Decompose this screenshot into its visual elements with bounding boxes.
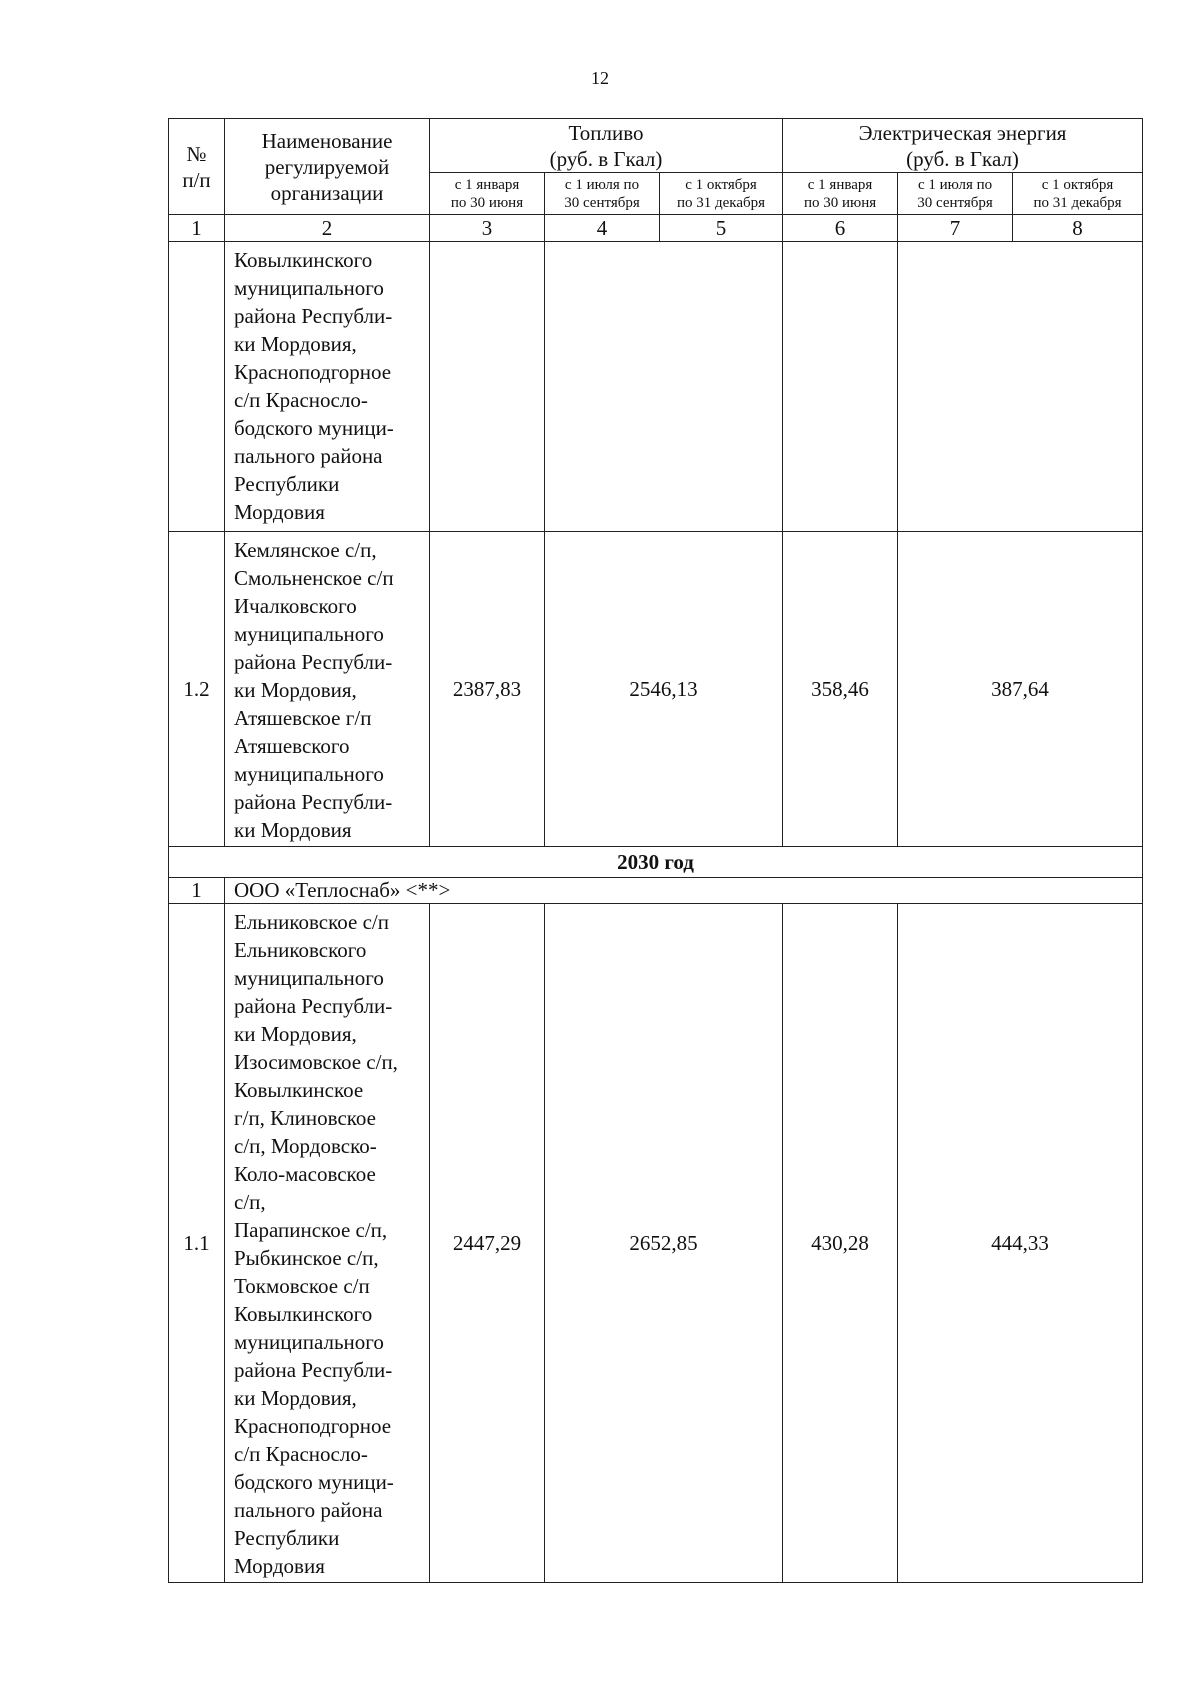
org-name: Ковылкинского муниципального района Республи- ки Мордовия, Краснoподгорное с/п Краснoсло- бодского муници- пального района Республики Мордовия [225,242,430,532]
header-col-no: № п/п [169,119,225,215]
org-title: ООО «Теплоснаб» <**> [225,878,1143,904]
col-number: 7 [898,215,1013,242]
fuel-h1-value: 2447,29 [430,904,545,1583]
col-number: 5 [660,215,783,242]
header-electricity: Электрическая энергия (руб. в Гкал) [783,119,1143,173]
col-number: 4 [545,215,660,242]
col-number: 1 [169,215,225,242]
el-h1-value [783,242,898,532]
col-number: 2 [225,215,430,242]
year-heading: 2030 год [169,847,1143,878]
row-index: 1.1 [169,904,225,1583]
row-index [169,242,225,532]
fuel-h2-value [545,242,783,532]
tariff-table [168,118,1143,1583]
header-period-fuel-3: с 1 октября по 31 декабря [660,173,783,215]
header-fuel: Топливо (руб. в Гкал) [430,119,783,173]
header-col-name: Наименование регулируемой организации [225,119,430,215]
table-row [169,242,1143,532]
org-name: Кемлянское с/п, Смольненское с/п Ичалковского муниципального района Республи- ки Мордовия, Атяшевское г/п Атяшевского муниципального района Республи- ки Мордовия [225,532,430,847]
el-h2-value: 387,64 [898,532,1143,847]
el-h1-value: 358,46 [783,532,898,847]
table-row [169,532,1143,847]
page-number: 12 [591,68,609,88]
col-number: 6 [783,215,898,242]
header-period-fuel-1: с 1 января по 30 июня [430,173,545,215]
fuel-h2-value: 2652,85 [545,904,783,1583]
header-period-fuel-2: с 1 июля по 30 сентября [545,173,660,215]
org-index: 1 [169,878,225,904]
el-h2-value [898,242,1143,532]
header-period-el-2: с 1 июля по 30 сентября [898,173,1013,215]
el-h2-value: 444,33 [898,904,1143,1583]
row-index: 1.2 [169,532,225,847]
fuel-h1-value [430,242,545,532]
col-number: 8 [1013,215,1143,242]
fuel-h1-value: 2387,83 [430,532,545,847]
fuel-h2-value: 2546,13 [545,532,783,847]
col-number: 3 [430,215,545,242]
header-period-el-1: с 1 января по 30 июня [783,173,898,215]
table-row [169,904,1143,1583]
org-name: Ельниковское с/п Ельниковского муниципального района Республи- ки Мордовия, Изосимовское с/п, Ковылкинское г/п, Клиновское с/п, Мордовско- Коло-масовское с/п, Парапинское с/п, Рыбкинское с/п, Токмовское с/п Ковылкинского муниципального района Республи- ки Мордовия, Краснoподгорное с/п Краснoсло- бодского муници- пального района Республики Мордовия [225,904,430,1583]
el-h1-value: 430,28 [783,904,898,1583]
header-period-el-3: с 1 октября по 31 декабря [1013,173,1143,215]
